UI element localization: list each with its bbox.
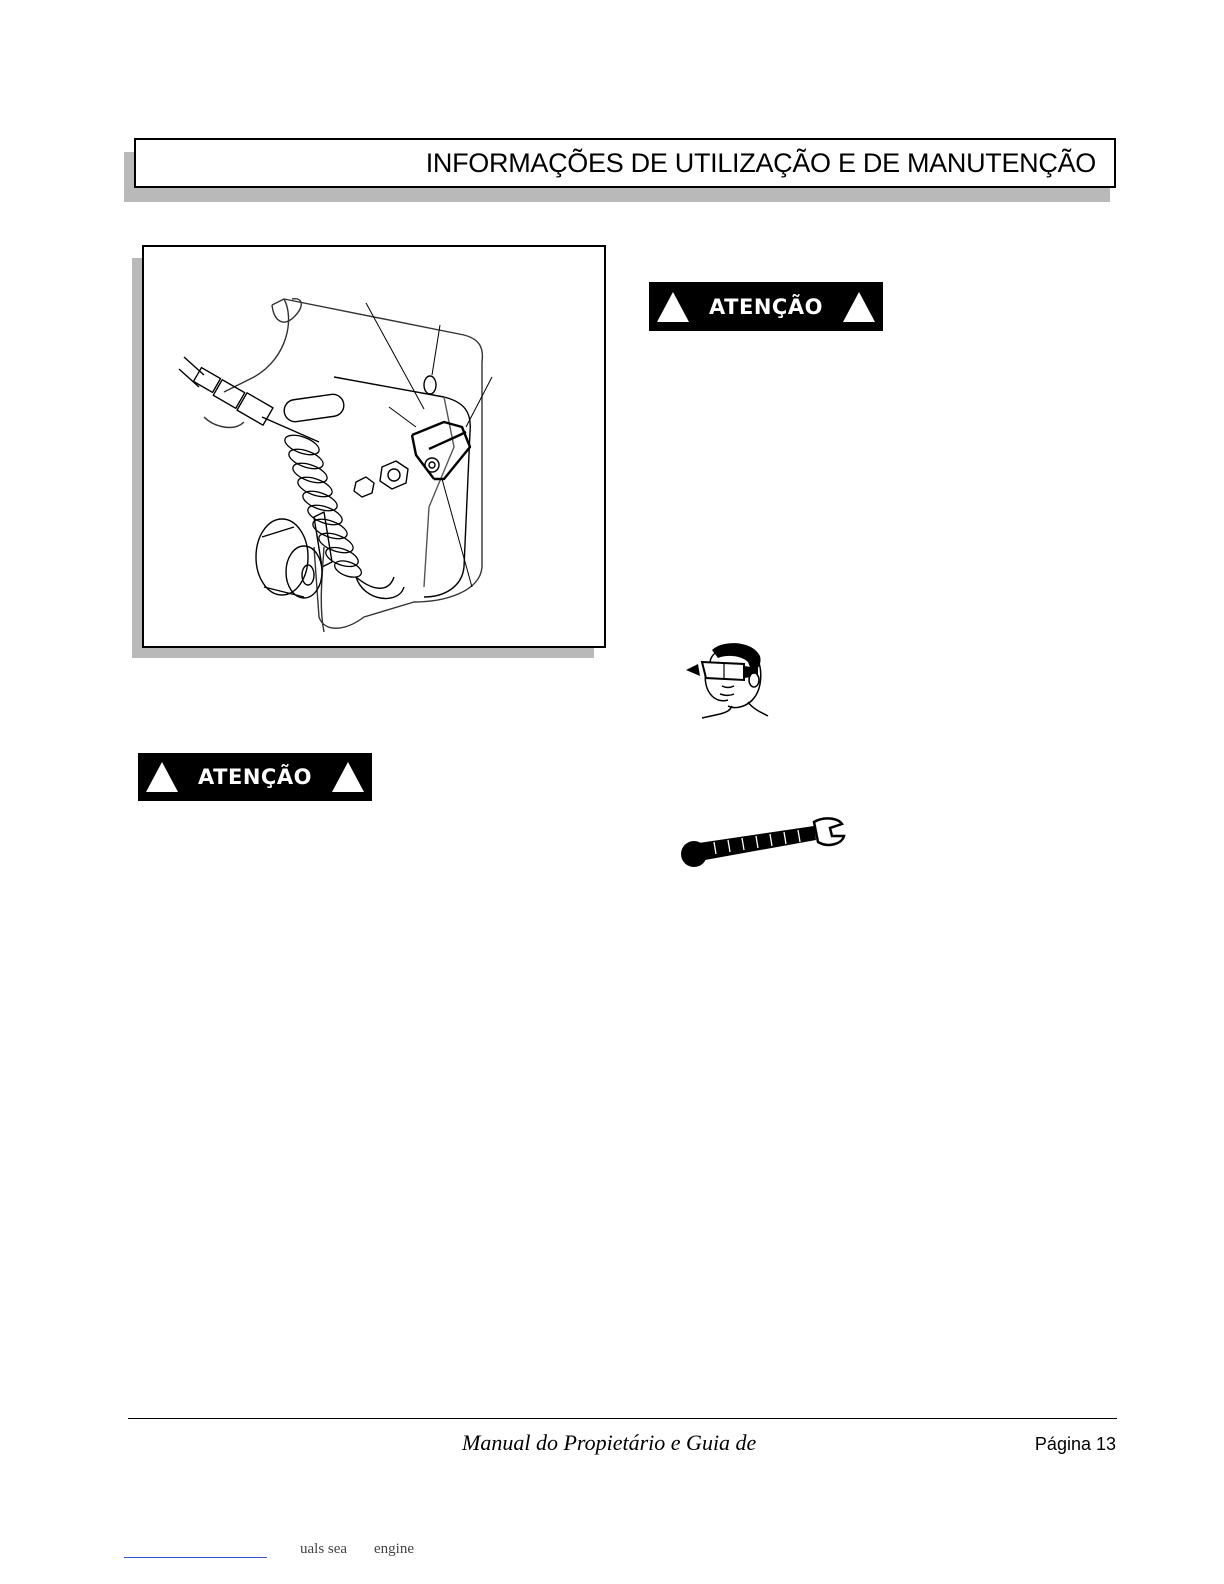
warning-triangle-icon: [841, 290, 877, 324]
footer-scrap-text-2: engine: [374, 1541, 414, 1557]
warning-triangle-icon: [330, 760, 366, 794]
footer-link-underline[interactable]: [124, 1557, 267, 1558]
warning-label-left: [138, 753, 372, 801]
warning-label-top: [649, 282, 883, 331]
footer-scrap-text-1: uals sea: [300, 1541, 348, 1557]
page-number: Página 13: [1034, 1434, 1116, 1454]
footer-divider: [128, 1418, 1117, 1419]
header-banner: [134, 138, 1116, 188]
wrench-icon: [678, 814, 846, 874]
safety-goggles-icon: [672, 640, 772, 720]
footer-manual-title: Manual do Propietário e Guia de: [462, 1430, 757, 1455]
page-title: INFORMAÇÕES DE UTILIZAÇÃO E DE MANUTENÇÃO: [425, 148, 1096, 178]
warning-triangle-icon: [144, 760, 180, 794]
warning-triangle-icon: [655, 290, 691, 324]
warning-label-text: ATENÇÃO: [709, 294, 823, 319]
throttle-linkage-illustration: [144, 247, 604, 646]
warning-label-text: ATENÇÃO: [198, 765, 312, 789]
throttle-linkage-figure: [142, 245, 606, 648]
